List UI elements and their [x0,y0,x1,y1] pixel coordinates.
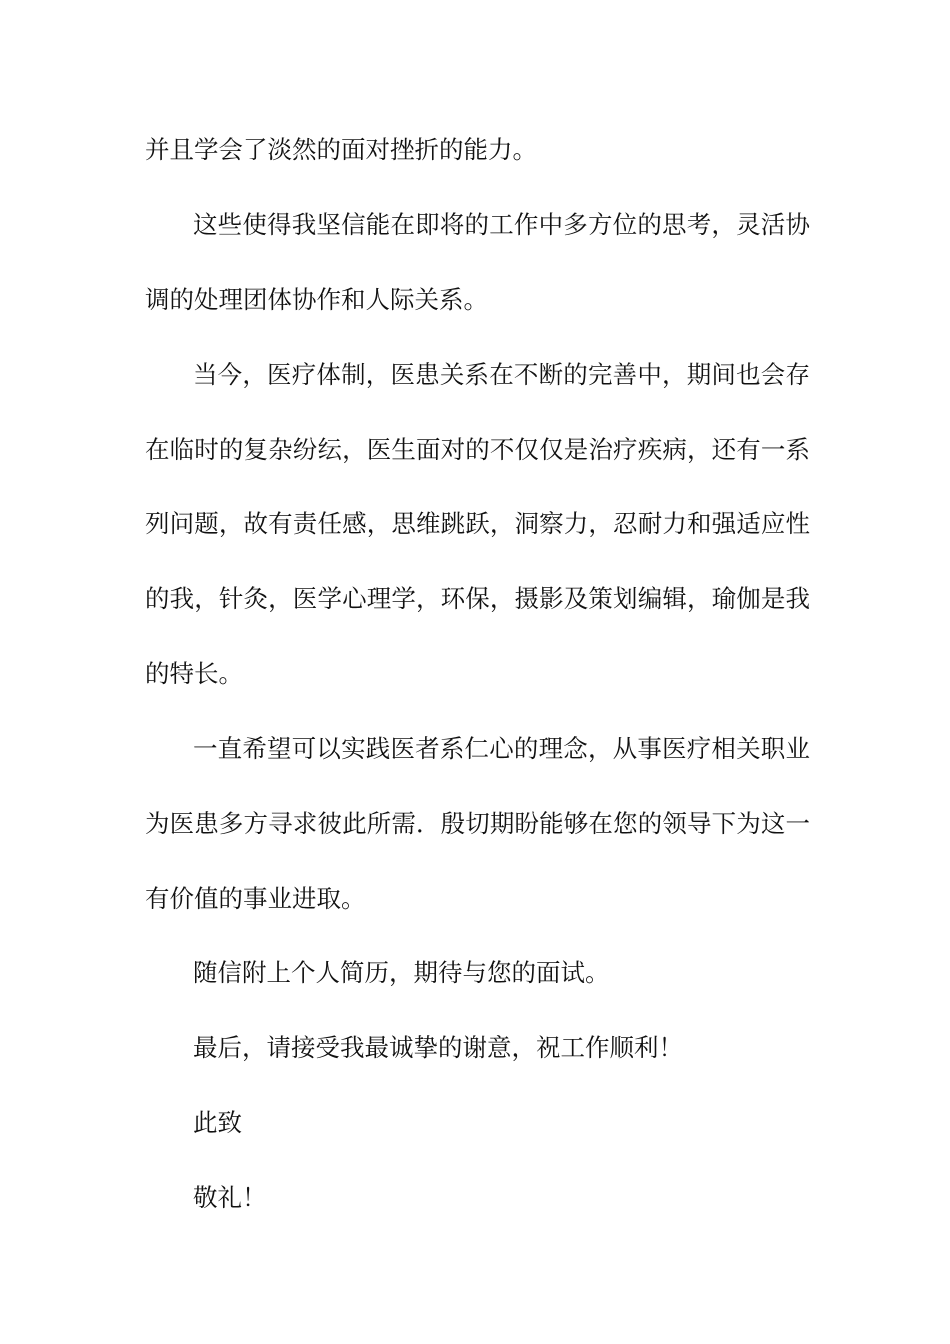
paragraph-line: 有价值的事业进取。 [145,884,366,913]
paragraph-line: 的我，针灸，医学心理学，环保，摄影及策划编辑，瑜伽是我 [145,584,810,613]
paragraph-line: 在临时的复杂纷纭，医生面对的不仅仅是治疗疾病，还有一系 [145,435,810,464]
closing-salutation: 此致 [193,1108,242,1137]
paragraph-line: 一直希望可以实践医者系仁心的理念，从事医疗相关职业 [193,734,810,763]
paragraph-line: 随信附上个人简历，期待与您的面试。 [193,958,610,987]
paragraph-line: 为医患多方寻求彼此所需．殷切期盼能够在您的领导下为这一 [145,809,810,838]
closing-regards: 敬礼！ [193,1183,267,1212]
paragraph-line: 最后，请接受我最诚挚的谢意，祝工作顺利！ [193,1033,683,1062]
paragraph-line: 并且学会了淡然的面对挫折的能力。 [145,135,537,164]
paragraph-line: 当今，医疗体制，医患关系在不断的完善中，期间也会存 [193,360,810,389]
paragraph-line: 这些使得我坚信能在即将的工作中多方位的思考，灵活协 [193,210,810,239]
paragraph-line: 调的处理团体协作和人际关系。 [145,285,488,314]
paragraph-line: 列问题，故有责任感，思维跳跃，洞察力，忍耐力和强适应性 [145,509,810,538]
paragraph-line: 的特长。 [145,659,243,688]
